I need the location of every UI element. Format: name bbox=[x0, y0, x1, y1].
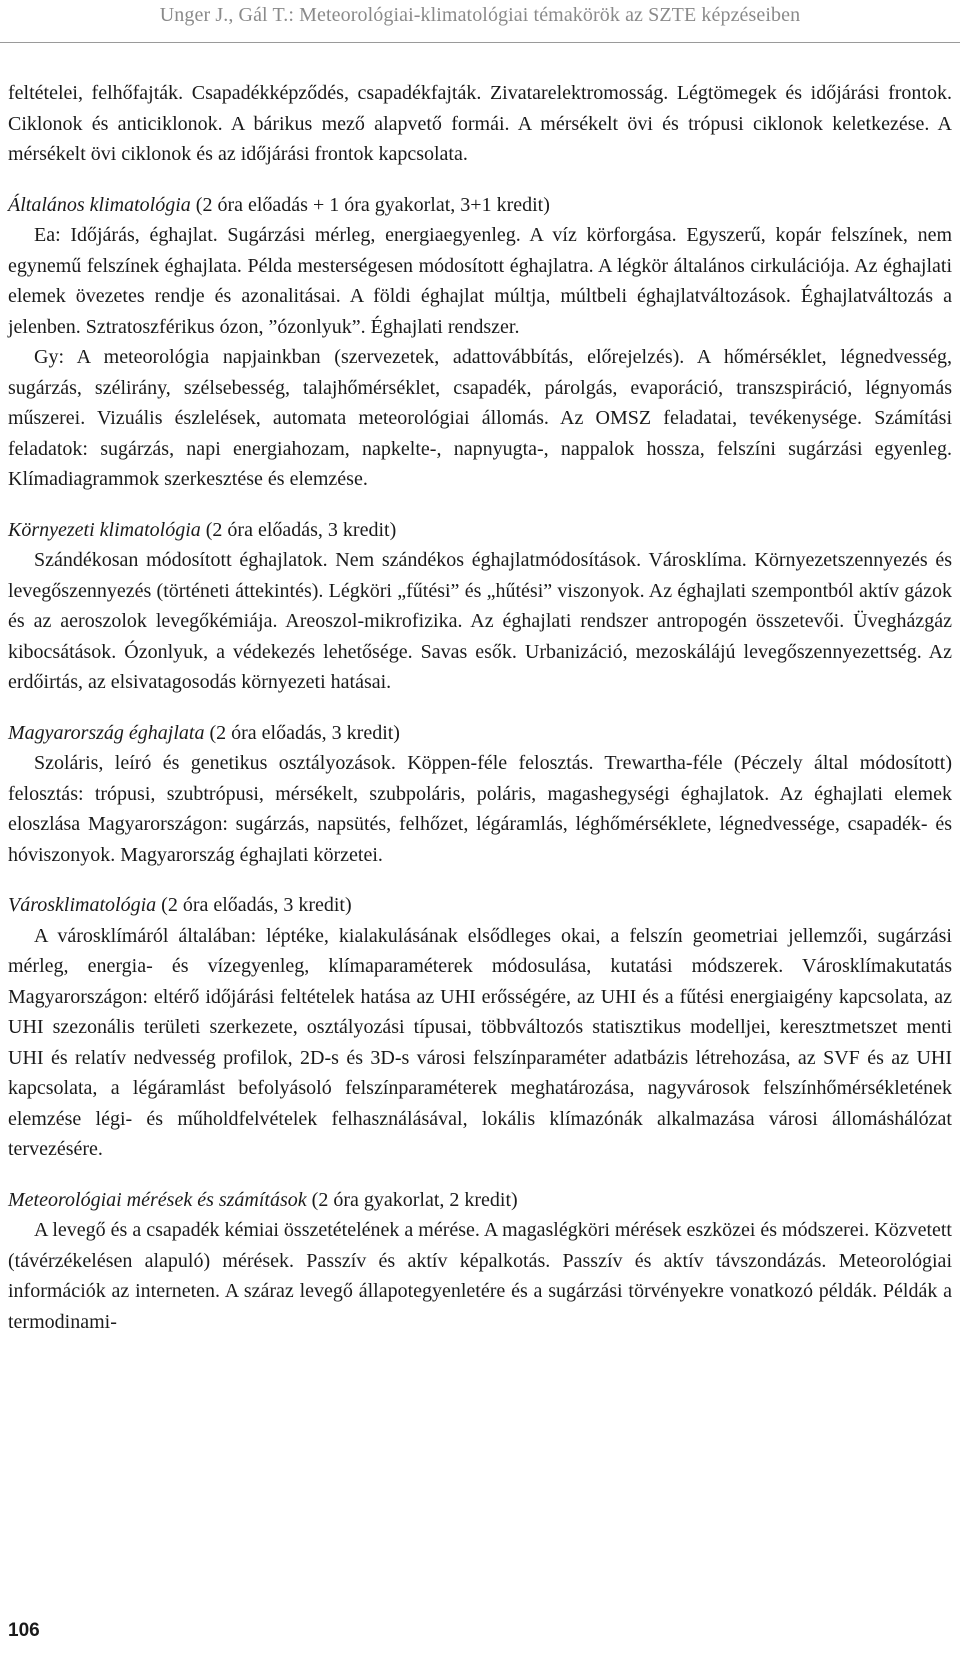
section-credits: (2 óra gyakorlat, 2 kredit) bbox=[306, 1188, 518, 1211]
section-paragraph-lecture: Ea: Időjárás, éghajlat. Sugárzási mérleg, energiaegyenleg. A víz körforgása. Egyszerű, kopár felszínek, nem egynemű felszínek éghajlata. Példa mesterségesen módosított éghajlatra. A légkör általános cirkulációja. Az éghajlati elemek övezetes rendje és azonalitásai. A földi éghajlat múltja, múltbeli éghajlatváltozások. Éghajlatváltozás a jelenben. Sztratoszférikus ózon, ”ózonlyuk”. Éghajlati rendszer. bbox=[8, 224, 952, 338]
intro-paragraph: feltételei, felhőfajták. Csapadékképződés, csapadékfajták. Zivatarelektromosság. Légtömegek és időjárási frontok. Ciklonok és anticiklonok. A bárikus mező alapvető formái. A mérsékelt övi és trópusi ciklonok keletkezése. A mérsékelt övi ciklonok és az időjárási frontok kapcsolata. bbox=[8, 82, 952, 165]
section-title: Általános klimatológia bbox=[8, 193, 191, 216]
section-credits: (2 óra előadás + 1 óra gyakorlat, 3+1 kredit) bbox=[190, 193, 550, 216]
header-divider bbox=[0, 42, 960, 43]
section-title: Városklimatológia bbox=[8, 894, 157, 916]
section-paragraph: A városklímáról általában: léptéke, kialakulásának elsődleges okai, a felszín geometriai jellemzői, sugárzási mérleg, energia- és vízegyenleg, klímaparaméterek módosulása, kutatási módszerek. Városklímakutatás Magyarországon: eltérő időjárási feltételek hatása az UHI erősségére, az UHI és a fűtési energiaigény kapcsolata, az UHI szezonális területi szerkezete, osztályozási típusai, többváltozós statisztikus modelljei, keresztmetszet menti UHI és relatív nedvesség profilok, 2D-s és 3D-s városi felszínparaméter adatbázis létrehozása, az SVF és az UHI kapcsolata, a légáramlást befolyásoló felszínparaméterek meghatározása, nagyvárosok felszínhőmérsékletének elemzése légi- és műholdfelvételek felhasználásával, lokális klímazónák alkalmazása városi állomáshálózat tervezésére. bbox=[8, 924, 952, 1160]
section-title: Meteorológiai mérések és számítások bbox=[8, 1188, 307, 1211]
section-credits: (2 óra előadás, 3 kredit) bbox=[200, 518, 397, 541]
section-title: Környezeti klimatológia bbox=[8, 518, 201, 541]
section-credits: (2 óra előadás, 3 kredit) bbox=[156, 894, 352, 916]
section-heading-kornyezeti-klimatologia bbox=[8, 515, 952, 546]
section-heading-meteorologiai-meresek bbox=[8, 1185, 952, 1216]
section-paragraph: A levegő és a csapadék kémiai összetételének a mérése. A magaslégköri mérések eszközei és módszerei. Közvetett (távérzékelésen alapuló) mérések. Passzív és aktív képalkotás. Passzív és aktív távszondázás. Meteorológiai információk az interneten. A száraz levegő állapotegyenletére és a sugárzási törvényekre vonatkozó példák. Példák a termodinami- bbox=[8, 1219, 952, 1333]
section-heading-altalanos-klimatologia bbox=[8, 190, 952, 221]
section-heading-varosklimatologia bbox=[8, 890, 952, 921]
page-content bbox=[8, 78, 952, 1337]
running-header: Unger J., Gál T.: Meteorológiai-klimatológiai témakörök az SZTE képzéseiben bbox=[159, 4, 801, 26]
page-number: 106 bbox=[8, 1620, 40, 1641]
section-credits: (2 óra előadás, 3 kredit) bbox=[204, 721, 400, 744]
section-paragraph: Szoláris, leíró és genetikus osztályozások. Köppen-féle felosztás. Trewartha-féle (Péczely által módosított) felosztás: trópusi, szubtrópusi, mérsékelt, szubpoláris, poláris, magashegységi éghajlatok. Az éghajlati elemek eloszlása Magyarországon: sugárzás, napsütés, felhőzet, légáramlás, léghőmérséklete, légnedvessége, csapadék- és hóviszonyok. Magyarország éghajlati körzetei. bbox=[8, 752, 952, 866]
section-paragraph-practice: Gy: A meteorológia napjainkban (szervezetek, adattovábbítás, előrejelzés). A hőmérséklet, légnedvesség, sugárzás, szélirány, szélsebesség, talajhőmérséklet, csapadék, párolgás, evaporáció, transzspiráció, légnyomás műszerei. Vizuális észlelések, automata meteorológiai állomás. Az OMSZ feladatai, tevékenysége. Számítási feladatok: sugárzás, napi energiahozam, napkelte-, napnyugta-, nappalok hossza, felszíni sugárzási egyenleg. Klímadiagrammok szerkesztése és elemzése. bbox=[8, 346, 952, 490]
section-paragraph: Szándékosan módosított éghajlatok. Nem szándékos éghajlatmódosítások. Városklíma. Környezetszennyezés és levegőszennyezés (történeti áttekintés). Légköri „fűtési” és „hűtési” viszonyok. Az éghajlati szempontból aktív gázok és az aeroszolok levegőkémiája. Areoszol-mikrofizika. Az éghajlati rendszer antropogén összetevői. Üvegházgáz kibocsátások. Ózonlyuk, a védekezés lehetősége. Savas esők. Urbanizáció, mezoskálájú levegőszennyezettség. Az erdőirtás, az elsivatagosodás környezeti hatásai. bbox=[8, 549, 952, 693]
section-heading-magyarorszag-eghajlata bbox=[8, 718, 952, 749]
section-title: Magyarország éghajlata bbox=[8, 721, 205, 744]
